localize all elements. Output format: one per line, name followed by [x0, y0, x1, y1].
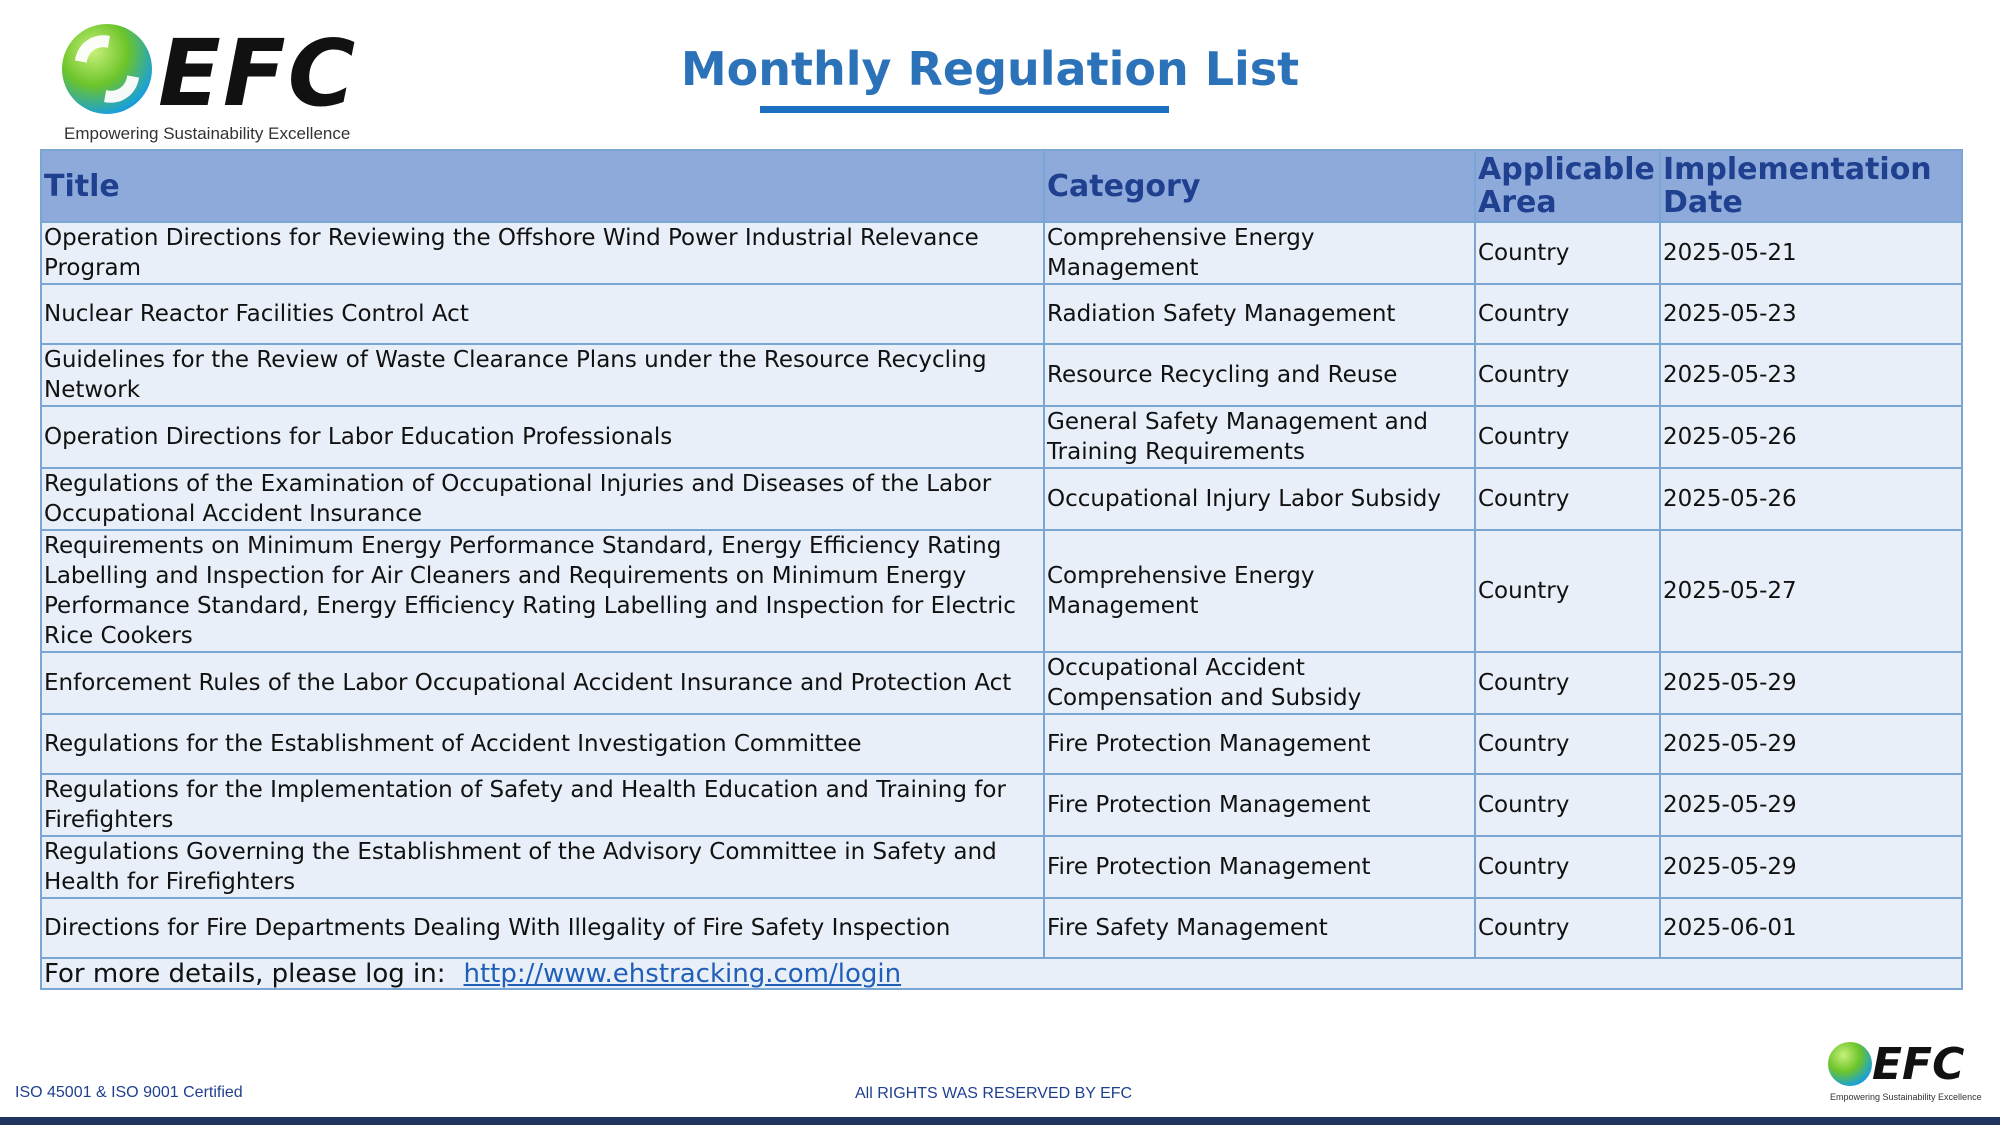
globe-logo-icon [1828, 1042, 1872, 1086]
row-category: Resource Recycling and Reuse [1044, 344, 1475, 406]
row-title: Regulations for the Establishment of Accident Investigation Committee [41, 714, 1044, 774]
efc-logo-small [1828, 1040, 1988, 1106]
certification-text: ISO 45001 & ISO 9001 Certified [15, 1084, 243, 1101]
table-row [41, 898, 1962, 958]
row-title: Regulations Governing the Establishment of the Advisory Committee in Safety and Health for Firefighters [41, 836, 1044, 898]
row-category: Fire Protection Management [1044, 836, 1475, 898]
row-title: Directions for Fire Departments Dealing With Illegality of Fire Safety Inspection [41, 898, 1044, 958]
row-area: Country [1475, 222, 1660, 284]
logo-wordmark: EFC [158, 20, 358, 127]
row-area: Country [1475, 898, 1660, 958]
table-row [41, 468, 1962, 530]
row-area: Country [1475, 406, 1660, 468]
table-row [41, 652, 1962, 714]
header-category: Category [1044, 150, 1475, 222]
row-category: Radiation Safety Management [1044, 284, 1475, 344]
row-date: 2025-06-01 [1660, 898, 1962, 958]
login-link[interactable]: http://www.ehstracking.com/login [463, 958, 902, 989]
row-title: Nuclear Reactor Facilities Control Act [41, 284, 1044, 344]
row-date: 2025-05-29 [1660, 714, 1962, 774]
table-row [41, 284, 1962, 344]
bottom-bar [0, 1117, 2000, 1125]
row-area: Country [1475, 468, 1660, 530]
row-date: 2025-05-29 [1660, 774, 1962, 836]
row-area: Country [1475, 836, 1660, 898]
row-date: 2025-05-23 [1660, 344, 1962, 406]
row-category: Occupational Injury Labor Subsidy [1044, 468, 1475, 530]
row-date: 2025-05-21 [1660, 222, 1962, 284]
regulation-table [40, 149, 1963, 990]
table-header-row [41, 150, 1962, 222]
row-area: Country [1475, 284, 1660, 344]
table-row [41, 714, 1962, 774]
row-category: Fire Protection Management [1044, 714, 1475, 774]
row-title: Operation Directions for Labor Education Professionals [41, 406, 1044, 468]
table-row [41, 774, 1962, 836]
row-category: Fire Safety Management [1044, 898, 1475, 958]
row-area: Country [1475, 714, 1660, 774]
table-row [41, 836, 1962, 898]
row-area: Country [1475, 652, 1660, 714]
table-row [41, 530, 1962, 652]
table-footer-row [41, 958, 1962, 989]
row-title: Regulations of the Examination of Occupational Injuries and Diseases of the Labor Occupational Accident Insurance [41, 468, 1044, 530]
efc-logo [62, 20, 372, 148]
page-title: Monthly Regulation List [680, 42, 1300, 96]
login-note-text: For more details, please log in: [44, 958, 446, 989]
row-category: Occupational Accident Compensation and Subsidy [1044, 652, 1475, 714]
header-implementation-date: Implementation Date [1660, 150, 1962, 222]
row-date: 2025-05-29 [1660, 652, 1962, 714]
row-title: Operation Directions for Reviewing the Offshore Wind Power Industrial Relevance Program [41, 222, 1044, 284]
table-row [41, 344, 1962, 406]
table-row [41, 222, 1962, 284]
row-area: Country [1475, 344, 1660, 406]
row-category: Fire Protection Management [1044, 774, 1475, 836]
row-title: Guidelines for the Review of Waste Clearance Plans under the Resource Recycling Network [41, 344, 1044, 406]
row-title: Enforcement Rules of the Labor Occupational Accident Insurance and Protection Act [41, 652, 1044, 714]
logo-small-tagline: Empowering Sustainability Excellence [1830, 1092, 1982, 1102]
header-applicable-area: Applicable Area [1475, 150, 1660, 222]
row-date: 2025-05-26 [1660, 406, 1962, 468]
rights-text: All RIGHTS WAS RESERVED BY EFC [855, 1085, 1133, 1102]
logo-tagline: Empowering Sustainability Excellence [64, 124, 351, 143]
title-underline [760, 106, 1169, 113]
header-title: Title [41, 150, 1044, 222]
row-category: Comprehensive Energy Management [1044, 530, 1475, 652]
row-area: Country [1475, 774, 1660, 836]
row-date: 2025-05-26 [1660, 468, 1962, 530]
row-area: Country [1475, 530, 1660, 652]
logo-small-wordmark: EFC [1872, 1039, 1965, 1090]
row-date: 2025-05-23 [1660, 284, 1962, 344]
row-title: Regulations for the Implementation of Safety and Health Education and Training for Firefighters [41, 774, 1044, 836]
row-category: Comprehensive Energy Management [1044, 222, 1475, 284]
row-category: General Safety Management and Training Requirements [1044, 406, 1475, 468]
login-note [41, 958, 1962, 989]
globe-logo-icon [62, 24, 152, 114]
table-row [41, 406, 1962, 468]
row-date: 2025-05-27 [1660, 530, 1962, 652]
row-title: Requirements on Minimum Energy Performance Standard, Energy Efficiency Rating Labelling and Inspection for Air Cleaners and Requirements on Minimum Energy Performance Standard, Energy Efficiency Rating Labelling and Inspection for Electric Rice Cookers [41, 530, 1044, 652]
row-date: 2025-05-29 [1660, 836, 1962, 898]
